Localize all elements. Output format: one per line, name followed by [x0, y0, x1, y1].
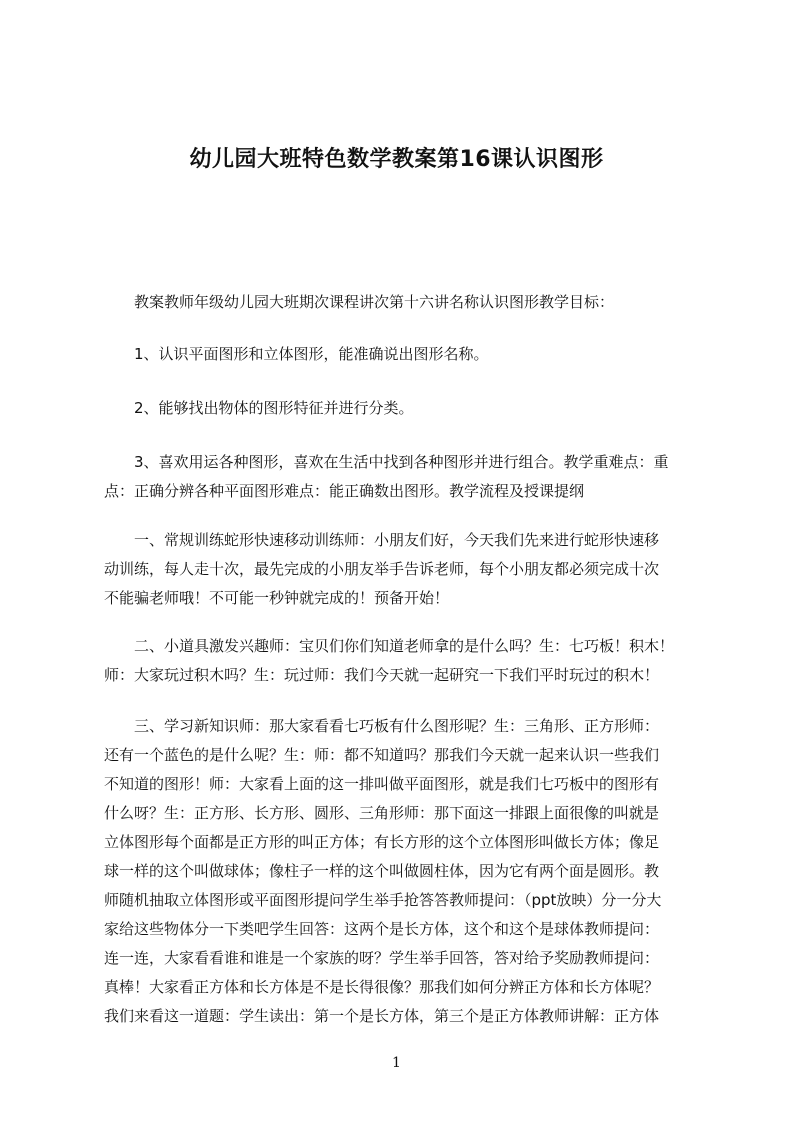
page-number: 1: [392, 1055, 401, 1071]
text-line: 师随机抽取立体图形或平面图形提问学生举手抢答答教师提问：（ppt放映）分一分大: [104, 891, 662, 909]
text-line: 一、常规训练蛇形快速移动训练师：小朋友们好，今天我们先来进行蛇形快速移: [134, 531, 660, 549]
paragraph-course-info: [104, 288, 716, 317]
text-line: 三、学习新知识师：那大家看看七巧板有什么图形呢？生：三角形、正方形师：: [134, 717, 660, 735]
text-line: 真棒！大家看正方体和长方体是不是长得很像？那我们如何分辨正方体和长方体呢？: [104, 978, 660, 996]
text-line: 我们来看这一道题：学生读出：第一个是长方体，第三个是正方体教师讲解：正方体: [104, 1007, 660, 1025]
text-line: 不知道的图形！师：大家看上面的这一排叫做平面图形，就是我们七巧板中的图形有: [104, 775, 660, 793]
text-line: 师：大家玩过积木吗？生：玩过师：我们今天就一起研究一下我们平时玩过的积木！: [104, 666, 660, 684]
text-line: 立体图形每个面都是正方形的叫正方体；有长方形的这个立体图形叫做长方体；像足: [104, 833, 660, 851]
text-line: 2、能够找出物体的图形特征并进行分类。: [134, 399, 414, 417]
text-line: 连一连，大家看看谁和谁是一个家族的呀？学生举手回答，答对给予奖励教师提问：: [104, 949, 660, 967]
text-line: 点：正确分辨各种平面图形难点：能正确数出图形。教学流程及授课提纲: [104, 482, 585, 500]
paragraph-section-2: [104, 632, 716, 690]
paragraph-section-3: [104, 712, 716, 1031]
text-line: 3、喜欢用运各种图形，喜欢在生活中找到各种图形并进行组合。教学重难点：重: [134, 453, 669, 471]
text-line: 球一样的这个叫做球体；像柱子一样的这个叫做圆柱体，因为它有两个面是圆形。教: [104, 862, 660, 880]
document-title: 幼儿园大班特色数学教案第16课认识图形: [189, 147, 604, 172]
text-line: 二、小道具激发兴趣师：宝贝们你们知道老师拿的是什么吗？生：七巧板！积木！: [134, 637, 675, 655]
text-line: 1、认识平面图形和立体图形，能准确说出图形名称。: [134, 345, 489, 363]
paragraph-goal-1: [104, 340, 716, 369]
text-line: 不能骗老师哦！不可能一秒钟就完成的！预备开始！: [104, 589, 450, 607]
paragraph-goal-2: [104, 394, 716, 423]
text-line: 动训练，每人走十次，最先完成的小朋友举手告诉老师，每个小朋友都必须完成十次: [104, 560, 660, 578]
text-line: 还有一个蓝色的是什么呢？生：师：都不知道吗？那我们今天就一起来认识一些我们: [104, 746, 660, 764]
text-line: 教案教师年级幼儿园大班期次课程讲次第十六讲名称认识图形教学目标：: [134, 293, 615, 311]
text-line: 家给这些物体分一下类吧学生回答：这两个是长方体，这个和这个是球体教师提问：: [104, 920, 660, 938]
paragraph-section-1: [104, 526, 716, 613]
text-line: 什么呀？生：正方形、长方形、圆形、三角形师：那下面这一排跟上面很像的叫就是: [104, 804, 660, 822]
paragraph-goal-3: [104, 448, 716, 506]
